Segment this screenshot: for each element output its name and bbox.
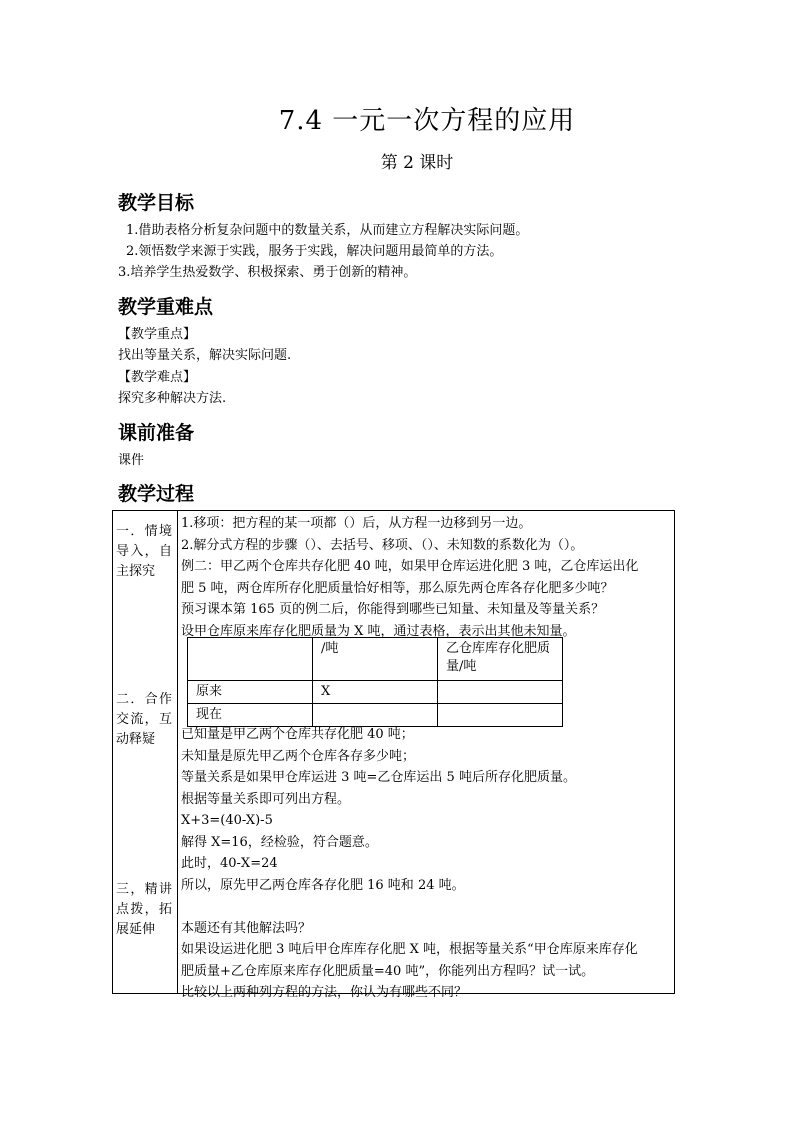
content-line: 2.解分式方程的步骤（）、去括号、移项、（）、未知数的系数化为（）。: [181, 537, 584, 553]
page-title: 7.4 一元一次方程的应用: [278, 106, 576, 136]
content-line: 根据等量关系即可列出方程。: [181, 791, 351, 807]
focus-label: 【教学重点】: [118, 327, 197, 342]
table-cell: [438, 681, 563, 704]
content-line: 预习课本第 165 页的例二后，你能得到哪些已知量、未知量及等量关系？: [181, 602, 605, 617]
quantity-table: [187, 637, 563, 727]
content-line: 肥 5 吨，两仓库所存化肥质量恰好相等，那么原先两仓库各存化肥多少吨？: [181, 580, 614, 596]
content-line: 本题还有其他解法吗？: [181, 920, 312, 936]
process-column-divider: [177, 510, 178, 994]
content-line: 已知量是甲乙两个仓库共存化肥 40 吨；: [181, 727, 414, 742]
table-cell: 原来: [188, 681, 313, 704]
prep-text: 课件: [118, 453, 145, 468]
process-content: [181, 513, 671, 642]
goals-heading: 教学目标: [118, 192, 195, 214]
content-line: 所以，原先甲乙两仓库各存化肥 16 吨和 24 吨。: [181, 877, 465, 893]
page-subtitle: 第 2 课时: [380, 153, 454, 173]
content-line: 例二：甲乙两个仓库共存化肥 40 吨，如果甲仓库运进化肥 3 吨，乙仓库运出化: [181, 559, 639, 574]
stage-label: 二．合作交流，互动释疑: [116, 692, 172, 747]
table-cell: [188, 638, 313, 681]
stage-label: 一．情境导入，自主探究: [116, 524, 172, 579]
table-cell: 乙仓库库存化肥质量/吨: [438, 638, 563, 681]
content-line: 设甲仓库原来库存化肥质量为 X 吨，通过表格，表示出其他未知量。: [181, 623, 576, 639]
process-content-after: [181, 724, 671, 1004]
goal-item: 3.培养学生热爱数学、积极探索、勇于创新的精神。: [118, 265, 417, 280]
focus-text: 找出等量关系，解决实际问题.: [118, 348, 292, 363]
difficulty-text: 探究多种解决方法.: [118, 391, 227, 406]
difficulty-label: 【教学难点】: [118, 370, 197, 385]
table-cell: 现在: [188, 704, 313, 727]
content-line: 未知量是原先甲乙两个仓库各存多少吨；: [181, 748, 416, 764]
content-line: 等量关系是如果甲仓库运进 3 吨=乙仓库运出 5 吨后所存化肥质量。: [181, 770, 576, 785]
content-line: 此时，40-X=24: [181, 856, 278, 871]
content-line: [181, 896, 671, 918]
content-line: 比较以上两种列方程的方法，你认为有哪些不同？: [181, 985, 468, 1000]
stage-label: 三，精讲点拨，拓展延伸: [116, 882, 172, 937]
table-cell: X: [313, 681, 438, 704]
content-line: 解得 X=16，经检验，符合题意。: [181, 834, 378, 850]
goal-item: 1.借助表格分析复杂问题中的数量关系，从而建立方程解决实际问题。: [126, 223, 529, 238]
content-line: X+3=(40-X)-5: [181, 813, 273, 828]
table-cell: /吨: [313, 638, 438, 681]
process-heading: 教学过程: [118, 483, 195, 505]
prep-heading: 课前准备: [118, 422, 195, 444]
content-line: 肥质量+乙仓库原来库存化肥质量=40 吨”，你能列出方程吗？试一试。: [181, 963, 595, 979]
table-header-row: [188, 638, 563, 681]
keypoints-heading: 教学重难点: [118, 296, 214, 318]
goal-item: 2.领悟数学来源于实践，服务于实践，解决问题用最简单的方法。: [126, 244, 503, 259]
content-line: 1.移项：把方程的某一项都（）后，从方程一边移到另一边。: [181, 516, 532, 531]
table-row: [188, 681, 563, 704]
content-line: 如果设运进化肥 3 吨后甲仓库库存化肥 X 吨，根据等量关系“甲仓库原来库存化: [181, 942, 638, 957]
